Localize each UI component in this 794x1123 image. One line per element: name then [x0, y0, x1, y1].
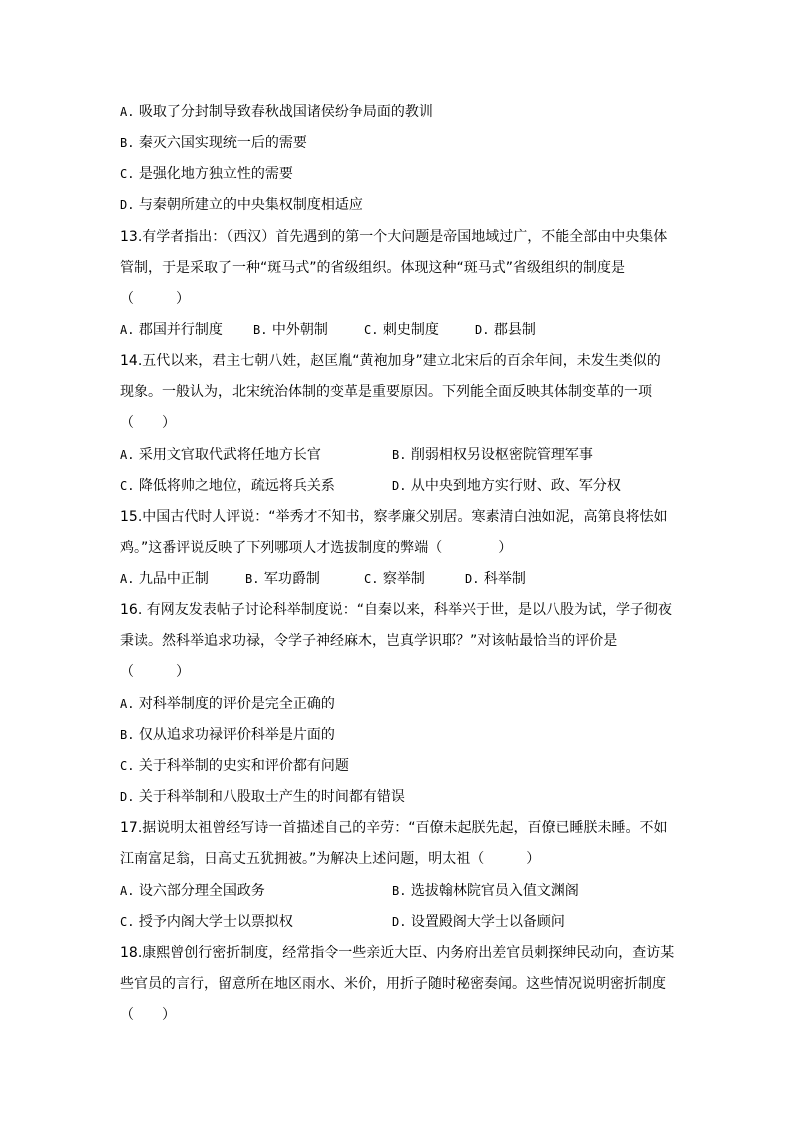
q18-stem-line-1: 18.康熙曾创行密折制度，经常指令一些亲近大臣、内务府出差官员刺探绅民动向，查访某: [120, 945, 675, 961]
q16-option-a: A. 对科举制度的评价是完全正确的: [120, 696, 335, 712]
q13-stem-line-2: 管制，于是采取了一种“斑马式”的省级组织。体现这种“斑马式”省级组织的制度是: [120, 260, 626, 276]
q12-option-b: B. 秦灭六国实现统一后的需要: [120, 135, 307, 151]
q14-stem-line-1: 14.五代以来，君主七朝八姓，赵匡胤“黄袍加身”建立北宋后的百余年间，未发生类似的: [120, 353, 661, 369]
q15-option-b: B. 军功爵制: [245, 571, 320, 587]
q17-option-d: D. 设置殿阁大学士以备顾问: [392, 914, 565, 930]
q16-stem-line-2: 秉读。然科举追求功禄，令学子神经麻木，岂真学识耶？”对该帖最恰当的评价是: [120, 633, 618, 649]
q16-option-c: C. 关于科举制的史实和评价都有问题: [120, 758, 349, 774]
q15-option-a: A. 九品中正制: [120, 571, 209, 587]
q13-option-d: D. 郡县制: [475, 322, 536, 338]
q13-option-a: A. 郡国并行制度: [120, 322, 223, 338]
q18-answer-blank: （ ）: [120, 1007, 176, 1023]
q16-option-b: B. 仅从追求功禄评价科举是片面的: [120, 727, 335, 743]
q17-stem-line-2: 江南富足翁，日高丈五犹拥被。”为解决上述问题，明太祖（ ）: [120, 851, 541, 867]
q14-option-b: B. 削弱相权另设枢密院管理军事: [392, 447, 593, 463]
q18-stem-line-2: 些官员的言行，留意所在地区雨水、米价，用折子随时秘密奏闻。这些情况说明密折制度: [120, 976, 666, 992]
q14-stem-line-2: 现象。一般认为，北宋统治体制的变革是重要原因。下列能全面反映其体制变革的一项: [120, 384, 652, 400]
q16-answer-blank: （ ）: [120, 664, 190, 680]
q16-option-d: D. 关于科举制和八股取士产生的时间都有错误: [120, 789, 405, 805]
q14-option-c: C. 降低将帅之地位，疏远将兵关系: [120, 478, 335, 494]
q15-stem-line-1: 15.中国古代时人评说：“举秀才不知书，察孝廉父别居。寒素清白浊如泥，高第良将怯如: [120, 509, 668, 525]
q14-answer-blank: （ ）: [120, 415, 176, 431]
q12-option-a: A. 吸取了分封制导致春秋战国诸侯纷争局面的教训: [120, 104, 433, 120]
q13-answer-blank: （ ）: [120, 291, 190, 307]
q15-option-d: D. 科举制: [465, 571, 526, 587]
q14-option-d: D. 从中央到地方实行财、政、军分权: [392, 478, 621, 494]
q12-option-c: C. 是强化地方独立性的需要: [120, 166, 293, 182]
q13-option-c: C. 刺史制度: [364, 322, 439, 338]
q15-option-c: C. 察举制: [364, 571, 425, 587]
q14-option-a: A. 采用文官取代武将任地方长官: [120, 447, 321, 463]
q12-option-d: D. 与秦朝所建立的中央集权制度相适应: [120, 197, 363, 213]
q13-stem-line-1: 13.有学者指出：（西汉）首先遇到的第一个大问题是帝国地域过广，不能全部由中央集体: [120, 229, 668, 245]
q17-stem-line-1: 17.据说明太祖曾经写诗一首描述自己的辛劳：“百僚未起朕先起，百僚已睡朕未睡。不如: [120, 820, 668, 836]
q15-stem-line-2: 鸡。”这番评说反映了下列哪项人才选拔制度的弊端（ ）: [120, 540, 513, 556]
q17-option-b: B. 选拔翰林院官员入值文渊阁: [392, 883, 579, 899]
q17-option-a: A. 设六部分理全国政务: [120, 883, 265, 899]
q13-option-b: B. 中外朝制: [253, 322, 328, 338]
q16-stem-line-1: 16. 有网友发表帖子讨论科举制度说：“自秦以来，科举兴于世，是以八股为试，学子彻夜: [120, 602, 672, 618]
q17-option-c: C. 授予内阁大学士以票拟权: [120, 914, 293, 930]
